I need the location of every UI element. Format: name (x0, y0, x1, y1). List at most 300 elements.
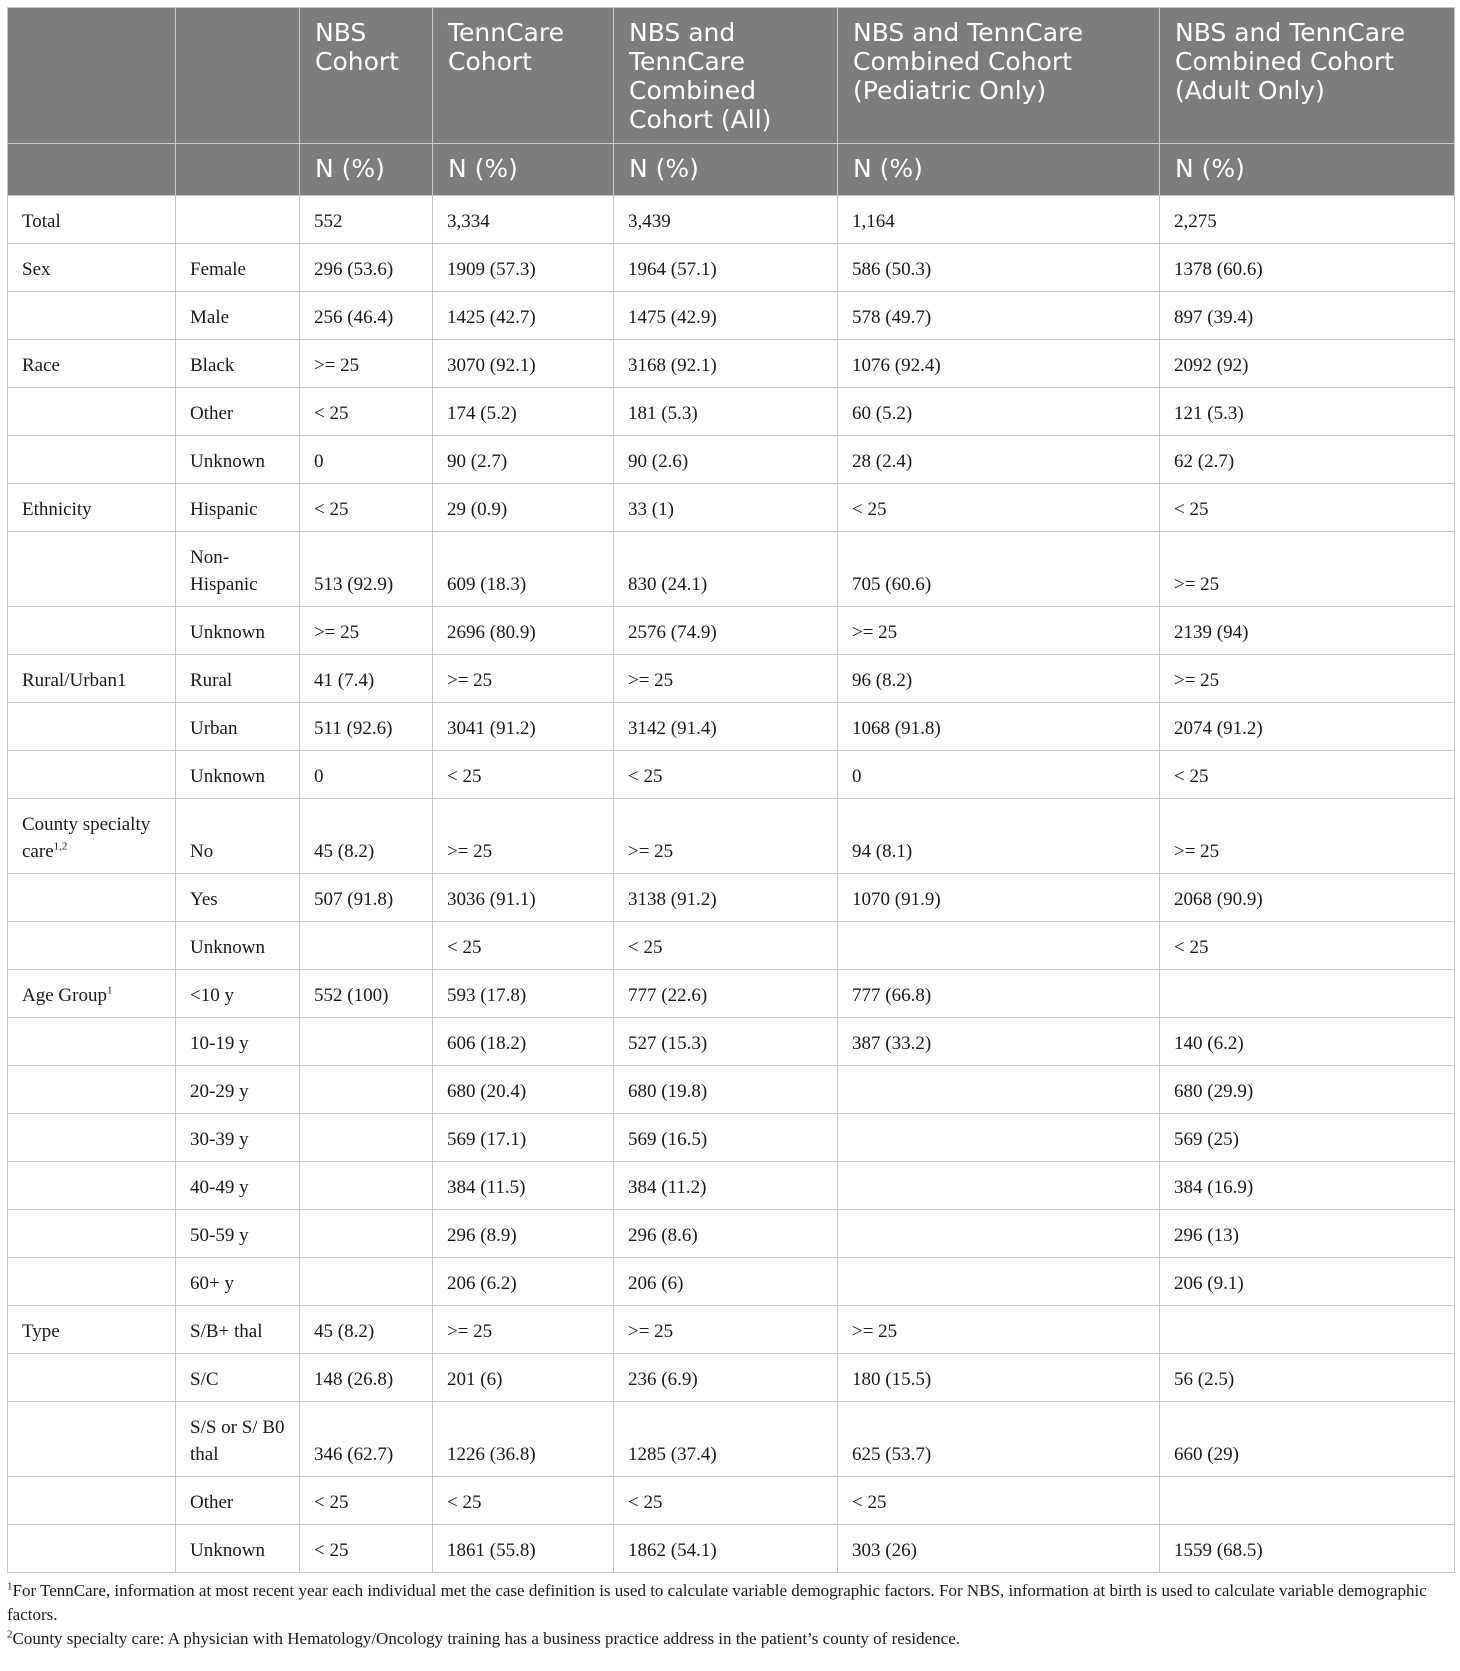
cell-text: < 25 (852, 499, 887, 520)
cell-text: Urban (190, 718, 238, 739)
value-cell (838, 244, 1160, 292)
value-cell (300, 1525, 433, 1573)
value-cell (300, 970, 433, 1018)
table-header (8, 8, 1455, 196)
value-cell (614, 244, 838, 292)
cell-text: Sex (22, 259, 51, 280)
value-cell (433, 751, 614, 799)
cell-text: 140 (6.2) (1174, 1033, 1244, 1054)
value-cell (838, 340, 1160, 388)
cell-text: 3142 (91.4) (628, 718, 717, 739)
cell-text: 206 (6.2) (447, 1273, 517, 1294)
value-cell (838, 1210, 1160, 1258)
cell-text: 45 (8.2) (314, 1321, 375, 1342)
cell-text: < 25 (628, 937, 663, 958)
header-cell: NBS Cohort (300, 8, 433, 144)
row-category-cell (8, 1114, 176, 1162)
row-subcategory-cell (176, 292, 300, 340)
value-cell (433, 1114, 614, 1162)
cell-text: 1,164 (852, 211, 895, 232)
cell-text: 384 (16.9) (1174, 1177, 1254, 1198)
table-row (8, 1306, 1455, 1354)
cell-text: 609 (18.3) (447, 574, 527, 595)
cell-text: 296 (8.6) (628, 1225, 698, 1246)
cell-text: County specialty care (22, 814, 151, 862)
cell-text: S/S or S/ B0 thal (190, 1417, 285, 1465)
cell-text: < 25 (314, 1492, 349, 1513)
cell-text: >= 25 (628, 670, 674, 691)
cell-text: 777 (66.8) (852, 985, 932, 1006)
cell-text: < 25 (628, 1492, 663, 1513)
cell-text: < 25 (852, 1492, 887, 1513)
value-cell (614, 436, 838, 484)
cell-text: 2092 (92) (1174, 355, 1249, 376)
table-row (8, 1525, 1455, 1573)
value-cell (614, 1018, 838, 1066)
value-cell (300, 1402, 433, 1477)
value-cell (614, 1162, 838, 1210)
value-cell (433, 436, 614, 484)
value-cell (838, 1354, 1160, 1402)
cell-text: < 25 (1174, 766, 1209, 787)
value-cell (614, 196, 838, 244)
cell-text: 90 (2.6) (628, 451, 689, 472)
value-cell (1160, 922, 1455, 970)
cell-text: Type (22, 1321, 60, 1342)
cell-text: >= 25 (314, 622, 360, 643)
row-category-cell (8, 1210, 176, 1258)
value-cell (1160, 874, 1455, 922)
cell-text: Non-Hispanic (190, 547, 258, 595)
cell-text: < 25 (314, 1540, 349, 1561)
subheader-cell: N (%) (614, 144, 838, 196)
value-cell (614, 751, 838, 799)
footnote-number: 2 (7, 1628, 13, 1641)
value-cell (300, 655, 433, 703)
value-cell (433, 1162, 614, 1210)
cell-text: >= 25 (447, 670, 493, 691)
value-cell (838, 1114, 1160, 1162)
value-cell (1160, 1210, 1455, 1258)
cell-text: 0 (314, 766, 324, 787)
value-cell (838, 970, 1160, 1018)
value-cell (1160, 388, 1455, 436)
footnote-number: 1 (7, 1580, 13, 1593)
value-cell (838, 1306, 1160, 1354)
cell-text: >= 25 (628, 1321, 674, 1342)
cell-text: 1862 (54.1) (628, 1540, 717, 1561)
cell-text: 20-29 y (190, 1081, 249, 1102)
cell-text: Unknown (190, 622, 265, 643)
value-cell (838, 484, 1160, 532)
cell-text: 705 (60.6) (852, 574, 932, 595)
value-cell (433, 340, 614, 388)
value-cell (300, 532, 433, 607)
cell-text: 41 (7.4) (314, 670, 375, 691)
cell-text: 94 (8.1) (852, 841, 913, 862)
value-cell (838, 1525, 1160, 1573)
row-subcategory-cell (176, 970, 300, 1018)
row-category-cell (8, 1258, 176, 1306)
cell-text: 897 (39.4) (1174, 307, 1254, 328)
value-cell (300, 1258, 433, 1306)
value-cell (1160, 1258, 1455, 1306)
value-cell (614, 703, 838, 751)
cell-text: Unknown (190, 937, 265, 958)
value-cell (433, 388, 614, 436)
row-category-cell (8, 532, 176, 607)
table-row (8, 1210, 1455, 1258)
row-category-cell (8, 1354, 176, 1402)
table-row (8, 484, 1455, 532)
value-cell (1160, 703, 1455, 751)
value-cell (1160, 1306, 1455, 1354)
row-subcategory-cell (176, 1018, 300, 1066)
value-cell (300, 1066, 433, 1114)
row-subcategory-cell (176, 1306, 300, 1354)
row-category-cell (8, 751, 176, 799)
footnote (7, 1627, 1454, 1651)
value-cell (614, 1477, 838, 1525)
value-cell (300, 196, 433, 244)
value-cell (433, 1210, 614, 1258)
cell-text: Race (22, 355, 60, 376)
row-category-cell (8, 1066, 176, 1114)
cell-text: 1226 (36.8) (447, 1444, 536, 1465)
cell-text: 1425 (42.7) (447, 307, 536, 328)
cell-text: 1378 (60.6) (1174, 259, 1263, 280)
row-category-cell (8, 607, 176, 655)
cell-text: >= 25 (314, 355, 360, 376)
value-cell (1160, 292, 1455, 340)
value-cell (1160, 970, 1455, 1018)
value-cell (433, 874, 614, 922)
value-cell (1160, 436, 1455, 484)
value-cell (614, 1066, 838, 1114)
cell-text: >= 25 (1174, 670, 1220, 691)
cell-text: 303 (26) (852, 1540, 917, 1561)
value-cell (614, 655, 838, 703)
value-cell (838, 1066, 1160, 1114)
cell-text: 3168 (92.1) (628, 355, 717, 376)
value-cell (433, 1354, 614, 1402)
value-cell (433, 1066, 614, 1114)
row-subcategory-cell (176, 922, 300, 970)
row-subcategory-cell (176, 1477, 300, 1525)
cell-text: Black (190, 355, 235, 376)
row-category-cell (8, 1402, 176, 1477)
cell-text: <10 y (190, 985, 234, 1006)
cell-text: 3138 (91.2) (628, 889, 717, 910)
value-cell (838, 751, 1160, 799)
cell-text: 3041 (91.2) (447, 718, 536, 739)
cell-text: 40-49 y (190, 1177, 249, 1198)
cell-text: 387 (33.2) (852, 1033, 932, 1054)
value-cell (614, 292, 838, 340)
cell-text: 296 (8.9) (447, 1225, 517, 1246)
table-row (8, 340, 1455, 388)
cell-text: 60 (5.2) (852, 403, 913, 424)
value-cell (300, 340, 433, 388)
cell-text: 680 (29.9) (1174, 1081, 1254, 1102)
cell-text: < 25 (447, 766, 482, 787)
cell-text: < 25 (1174, 499, 1209, 520)
value-cell (300, 751, 433, 799)
cell-text: < 25 (447, 937, 482, 958)
subheader-cell (8, 144, 176, 196)
cell-text: >= 25 (447, 841, 493, 862)
value-cell (1160, 340, 1455, 388)
value-cell (614, 1402, 838, 1477)
subheader-cell: N (%) (1160, 144, 1455, 196)
row-subcategory-cell (176, 799, 300, 874)
cell-text: < 25 (447, 1492, 482, 1513)
cell-text: 1076 (92.4) (852, 355, 941, 376)
subheader-row (8, 144, 1455, 196)
cell-text: Other (190, 403, 234, 424)
value-cell (1160, 655, 1455, 703)
row-category-cell (8, 196, 176, 244)
subheader-cell: N (%) (300, 144, 433, 196)
row-subcategory-cell (176, 1354, 300, 1402)
value-cell (1160, 196, 1455, 244)
cell-text: 206 (9.1) (1174, 1273, 1244, 1294)
cell-text: Unknown (190, 766, 265, 787)
cell-text: 625 (53.7) (852, 1444, 932, 1465)
footnote-marker: 1,2 (53, 840, 68, 853)
cell-text: 660 (29) (1174, 1444, 1239, 1465)
table-row (8, 1066, 1455, 1114)
value-cell (433, 484, 614, 532)
value-cell (300, 388, 433, 436)
value-cell (614, 532, 838, 607)
cell-text: 527 (15.3) (628, 1033, 708, 1054)
value-cell (1160, 751, 1455, 799)
value-cell (1160, 1477, 1455, 1525)
cell-text: 96 (8.2) (852, 670, 913, 691)
value-cell (614, 970, 838, 1018)
value-cell (614, 607, 838, 655)
cell-text: Unknown (190, 1540, 265, 1561)
table-row (8, 1477, 1455, 1525)
value-cell (433, 1018, 614, 1066)
row-category-cell (8, 1018, 176, 1066)
value-cell (300, 1162, 433, 1210)
row-category-cell (8, 436, 176, 484)
table-row (8, 751, 1455, 799)
cell-text: Yes (190, 889, 218, 910)
cell-text: 148 (26.8) (314, 1369, 394, 1390)
cell-text: >= 25 (852, 1321, 898, 1342)
cell-text: 578 (49.7) (852, 307, 932, 328)
value-cell (300, 874, 433, 922)
value-cell (838, 388, 1160, 436)
cell-text: 29 (0.9) (447, 499, 508, 520)
cell-text: 56 (2.5) (1174, 1369, 1235, 1390)
cell-text: 384 (11.5) (447, 1177, 526, 1198)
cell-text: Hispanic (190, 499, 258, 520)
value-cell (1160, 1525, 1455, 1573)
cell-text: 174 (5.2) (447, 403, 517, 424)
row-subcategory-cell (176, 244, 300, 292)
value-cell (300, 292, 433, 340)
value-cell (433, 196, 614, 244)
value-cell (1160, 607, 1455, 655)
cell-text: 569 (17.1) (447, 1129, 527, 1150)
cell-text: Unknown (190, 451, 265, 472)
subheader-cell: N (%) (433, 144, 614, 196)
row-subcategory-cell (176, 1258, 300, 1306)
value-cell (433, 799, 614, 874)
row-subcategory-cell (176, 1210, 300, 1258)
value-cell (1160, 1114, 1455, 1162)
table-row (8, 874, 1455, 922)
cell-text: 121 (5.3) (1174, 403, 1244, 424)
cell-text: 606 (18.2) (447, 1033, 527, 1054)
value-cell (300, 703, 433, 751)
cell-text: 236 (6.9) (628, 1369, 698, 1390)
cell-text: Rural/Urban1 (22, 670, 127, 691)
value-cell (838, 292, 1160, 340)
cell-text: 2696 (80.9) (447, 622, 536, 643)
table-row (8, 799, 1455, 874)
table-row (8, 970, 1455, 1018)
row-category-cell (8, 970, 176, 1018)
cell-text: >= 25 (1174, 841, 1220, 862)
value-cell (433, 655, 614, 703)
cell-text: S/C (190, 1369, 219, 1390)
value-cell (838, 1018, 1160, 1066)
header-cell: TennCare Cohort (433, 8, 614, 144)
value-cell (300, 1477, 433, 1525)
table-row (8, 388, 1455, 436)
table-row (8, 196, 1455, 244)
value-cell (433, 532, 614, 607)
row-subcategory-cell (176, 1162, 300, 1210)
value-cell (838, 1477, 1160, 1525)
cell-text: 507 (91.8) (314, 889, 394, 910)
cell-text: 680 (20.4) (447, 1081, 527, 1102)
table-row (8, 1114, 1455, 1162)
row-subcategory-cell (176, 751, 300, 799)
cell-text: 777 (22.6) (628, 985, 708, 1006)
header-cell (176, 8, 300, 144)
cell-text: Male (190, 307, 230, 328)
row-category-cell (8, 1306, 176, 1354)
footnote-text: For TennCare, information at most recent year each individual met the case definition is used to calculate variable demographic factors. For NBS, information at birth is used to calculate variable demographic factors. (7, 1581, 1427, 1624)
cell-text: 552 (100) (314, 985, 389, 1006)
value-cell (433, 970, 614, 1018)
table-row (8, 436, 1455, 484)
table-row (8, 1162, 1455, 1210)
value-cell (300, 1114, 433, 1162)
row-category-cell (8, 388, 176, 436)
cell-text: Ethnicity (22, 499, 92, 520)
cell-text: 180 (15.5) (852, 1369, 932, 1390)
cell-text: 1070 (91.9) (852, 889, 941, 910)
value-cell (614, 1210, 838, 1258)
cell-text: 830 (24.1) (628, 574, 708, 595)
table-row (8, 655, 1455, 703)
row-subcategory-cell (176, 532, 300, 607)
value-cell (433, 1402, 614, 1477)
cell-text: 1285 (37.4) (628, 1444, 717, 1465)
table-row (8, 292, 1455, 340)
cell-text: 60+ y (190, 1273, 234, 1294)
cell-text: 1964 (57.1) (628, 259, 717, 280)
cell-text: 511 (92.6) (314, 718, 393, 739)
row-subcategory-cell (176, 484, 300, 532)
value-cell (1160, 244, 1455, 292)
cell-text: 569 (16.5) (628, 1129, 708, 1150)
cell-text: 45 (8.2) (314, 841, 375, 862)
cell-text: < 25 (628, 766, 663, 787)
cell-text: 3,334 (447, 211, 490, 232)
cell-text: 2,275 (1174, 211, 1217, 232)
cell-text: Rural (190, 670, 233, 691)
value-cell (433, 1525, 614, 1573)
table-row (8, 703, 1455, 751)
value-cell (433, 244, 614, 292)
cell-text: Female (190, 259, 246, 280)
table-row (8, 1354, 1455, 1402)
cell-text: 680 (19.8) (628, 1081, 708, 1102)
cell-text: 0 (314, 451, 324, 472)
header-cell: NBS and TennCare Combined Cohort (Pediatric Only) (838, 8, 1160, 144)
value-cell (433, 1477, 614, 1525)
row-category-cell (8, 1162, 176, 1210)
value-cell (300, 1306, 433, 1354)
value-cell (1160, 532, 1455, 607)
cell-text: 50-59 y (190, 1225, 249, 1246)
footnote-marker: 1 (106, 984, 113, 997)
value-cell (614, 340, 838, 388)
value-cell (838, 655, 1160, 703)
value-cell (300, 484, 433, 532)
value-cell (614, 484, 838, 532)
cell-text: 1559 (68.5) (1174, 1540, 1263, 1561)
header-cell (8, 8, 176, 144)
demographics-table (7, 7, 1455, 1573)
cell-text: 384 (11.2) (628, 1177, 707, 1198)
cell-text: >= 25 (447, 1321, 493, 1342)
value-cell (1160, 484, 1455, 532)
cell-text: < 25 (1174, 937, 1209, 958)
cell-text: 346 (62.7) (314, 1444, 394, 1465)
value-cell (838, 922, 1160, 970)
header-cell: NBS and TennCare Combined Cohort (All) (614, 8, 838, 144)
cell-text: 201 (6) (447, 1369, 503, 1390)
cell-text: 513 (92.9) (314, 574, 394, 595)
table-row (8, 1018, 1455, 1066)
cell-text: 296 (53.6) (314, 259, 394, 280)
cell-text: >= 25 (1174, 574, 1220, 595)
subheader-cell: N (%) (838, 144, 1160, 196)
table-row (8, 607, 1455, 655)
row-category-cell (8, 874, 176, 922)
value-cell (433, 607, 614, 655)
cell-text: 10-19 y (190, 1033, 249, 1054)
cell-text: 1068 (91.8) (852, 718, 941, 739)
cell-text: 30-39 y (190, 1129, 249, 1150)
value-cell (838, 1162, 1160, 1210)
cell-text: Total (22, 211, 61, 232)
cell-text: Age Group (22, 985, 107, 1006)
row-category-cell (8, 922, 176, 970)
row-subcategory-cell (176, 1402, 300, 1477)
value-cell (433, 922, 614, 970)
footnote (7, 1579, 1454, 1627)
